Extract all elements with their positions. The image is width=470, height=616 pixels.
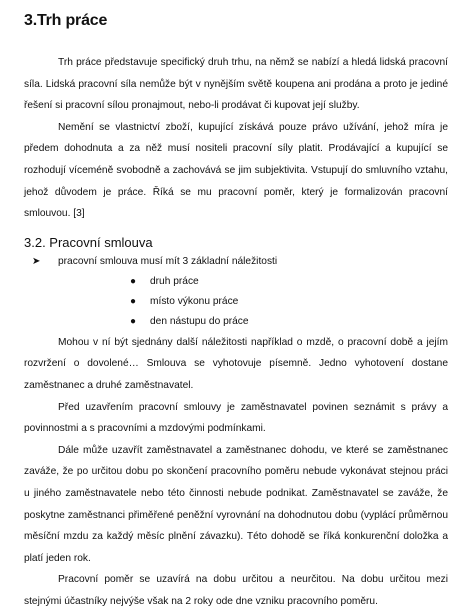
bullet-list: [24, 272, 448, 332]
bullet-icon: ●: [130, 275, 137, 287]
paragraph: Dále může uzavřít zaměstnavatel a zaměstnanec dohodu, ve které se zaměstnanec zaváže, že po určitou dobu po skončení pracovního poměru nebude vykonávat stejnou práci u jiného zaměstnavatele nebo této činnosti nebude podnikat. Zaměstnavatel se zaváže, že poskytne zaměstnanci přiměřené peněžní vyrovnání na dohodnutou dobu (vyplácí průměrnou měsíční mzdu za každý měsíc plnění závazku). Této dohodě se říká konkurenční doložka a platí jeden rok.: [24, 444, 448, 564]
bullet-item: ● druh práce: [130, 272, 448, 292]
paragraph: Před uzavřením pracovní smlouvy je zaměstnavatel povinen seznámit s právy a povinnostmi a s pracovními a mzdovými podmínkami.: [24, 401, 448, 435]
section-heading: 3.Trh práce: [24, 12, 108, 29]
subsection-heading: 3.2. Pracovní smlouva: [24, 234, 153, 250]
bullet-icon: ●: [130, 295, 137, 307]
bullet-item: ● místo výkonu práce: [130, 292, 448, 312]
paragraph: Trh práce představuje specifický druh trhu, na němž se nabízí a hledá lidská pracovní síla. Lidská pracovní síla nemůže být v nynějším světě koupena ani prodána a proto je jediné řešení si pracovní sílou pronajmout, nebo-li prodávat či kupovat její služby.: [24, 57, 448, 112]
arrow-bullet-icon: ➤: [32, 255, 41, 267]
bullet-icon: ●: [130, 315, 137, 327]
arrow-list-item: [32, 252, 448, 272]
paragraph: Pracovní poměr se uzavírá na dobu určitou a neurčitou. Na dobu určitou mezi stejnými účastníky nejvýše však na 2 roky ode dne vzniku pracovního poměru.: [24, 574, 448, 607]
arrow-list-text: pracovní smlouva musí mít 3 základní náležitosti: [58, 255, 278, 267]
paragraph: Nemění se vlastnictví zboží, kupující získává pouze právo užívání, jehož míra je předem dohodnuta a za něž musí nositeli pracovní síly platit. Prodávající a kupující se rozhodují víceméně svobodně a zachovává se jim subjektivita. Vstupují do smluvního vztahu, jehož důvodem je práce. Říká se mu pracovní poměr, který je formalizován pracovní smlouvou. [3]: [24, 121, 448, 220]
bullet-item: ● den nástupu do práce: [130, 312, 448, 332]
paragraph: Mohou v ní být sjednány další náležitosti například o mzdě, o pracovní době a jejím rozvržení o dovolené… Smlouva se vyhotovuje písemně. Jedno vyhotovení dostane zaměstnanec a druhé zaměstnavatel.: [24, 336, 448, 391]
